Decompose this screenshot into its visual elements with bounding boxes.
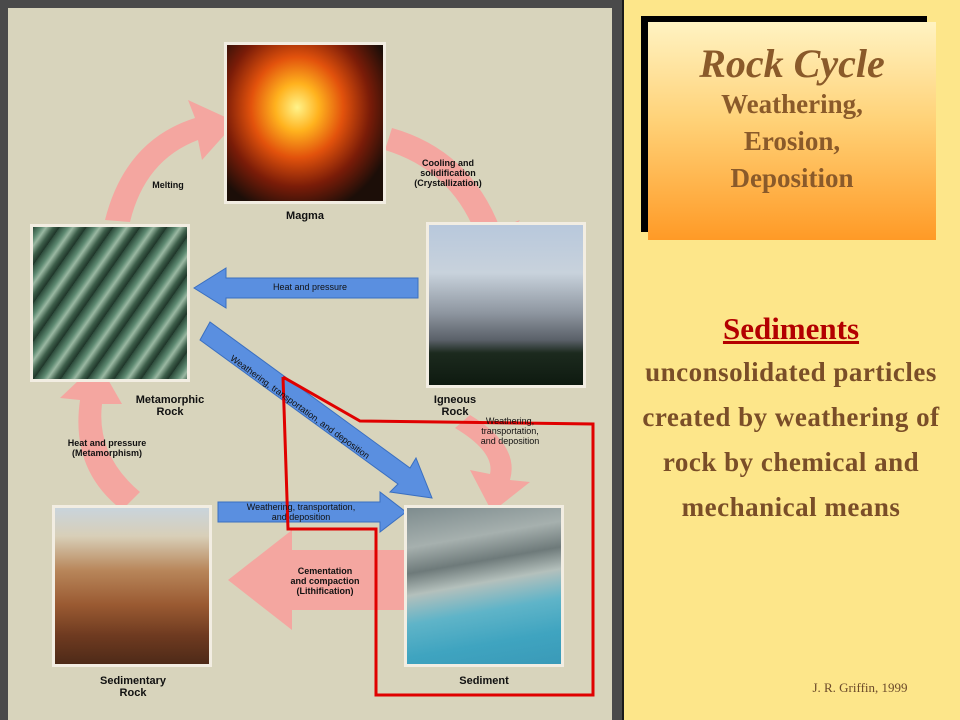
cycle-arrow-metamorphism [60, 362, 140, 510]
magma-label: Magma [286, 210, 324, 222]
sedimentary-label: Sedimentary Rock [99, 675, 167, 699]
sediment-photo [404, 505, 564, 667]
definition-block [628, 308, 954, 530]
melting-label: Melting [152, 180, 184, 190]
cooling-label: Cooling and solidification (Crystallization) [414, 158, 482, 188]
igneous-photo [426, 222, 586, 388]
definition-text: unconsolidated particles created by weathering of rock by chemical and mechanical means [642, 357, 940, 522]
heat-pressure-meta-label: Heat and pressure (Metamorphism) [67, 438, 147, 458]
sedimentary-photo [52, 505, 212, 667]
weathering-diagonal-label: Weathering, transportation, and deposition [228, 353, 372, 461]
igneous-label: Igneous Rock [433, 394, 477, 418]
panel-divider [622, 0, 624, 720]
magma-photo [224, 42, 386, 204]
weathering-igneous-label: Weathering, transportation, and deposition [480, 416, 540, 446]
slide-title: Rock Cycle [699, 41, 885, 86]
metamorphic-photo [30, 224, 190, 382]
sediment-label: Sediment [459, 675, 509, 687]
slide-subtitle: Weathering, Erosion, Deposition [721, 89, 863, 193]
cycle-arrow-melting [105, 100, 236, 222]
title-box [648, 22, 936, 240]
cementation-label: Cementation and compaction (Lithification) [290, 566, 360, 596]
definition-term: Sediments [722, 311, 860, 346]
weathering-lower-label: Weathering, transportation, and deposition [246, 502, 356, 522]
metamorphic-label: Metamorphic Rock [135, 394, 205, 418]
heat-pressure-center-label: Heat and pressure [272, 282, 348, 292]
author-credit: J. R. Griffin, 1999 [812, 680, 908, 695]
